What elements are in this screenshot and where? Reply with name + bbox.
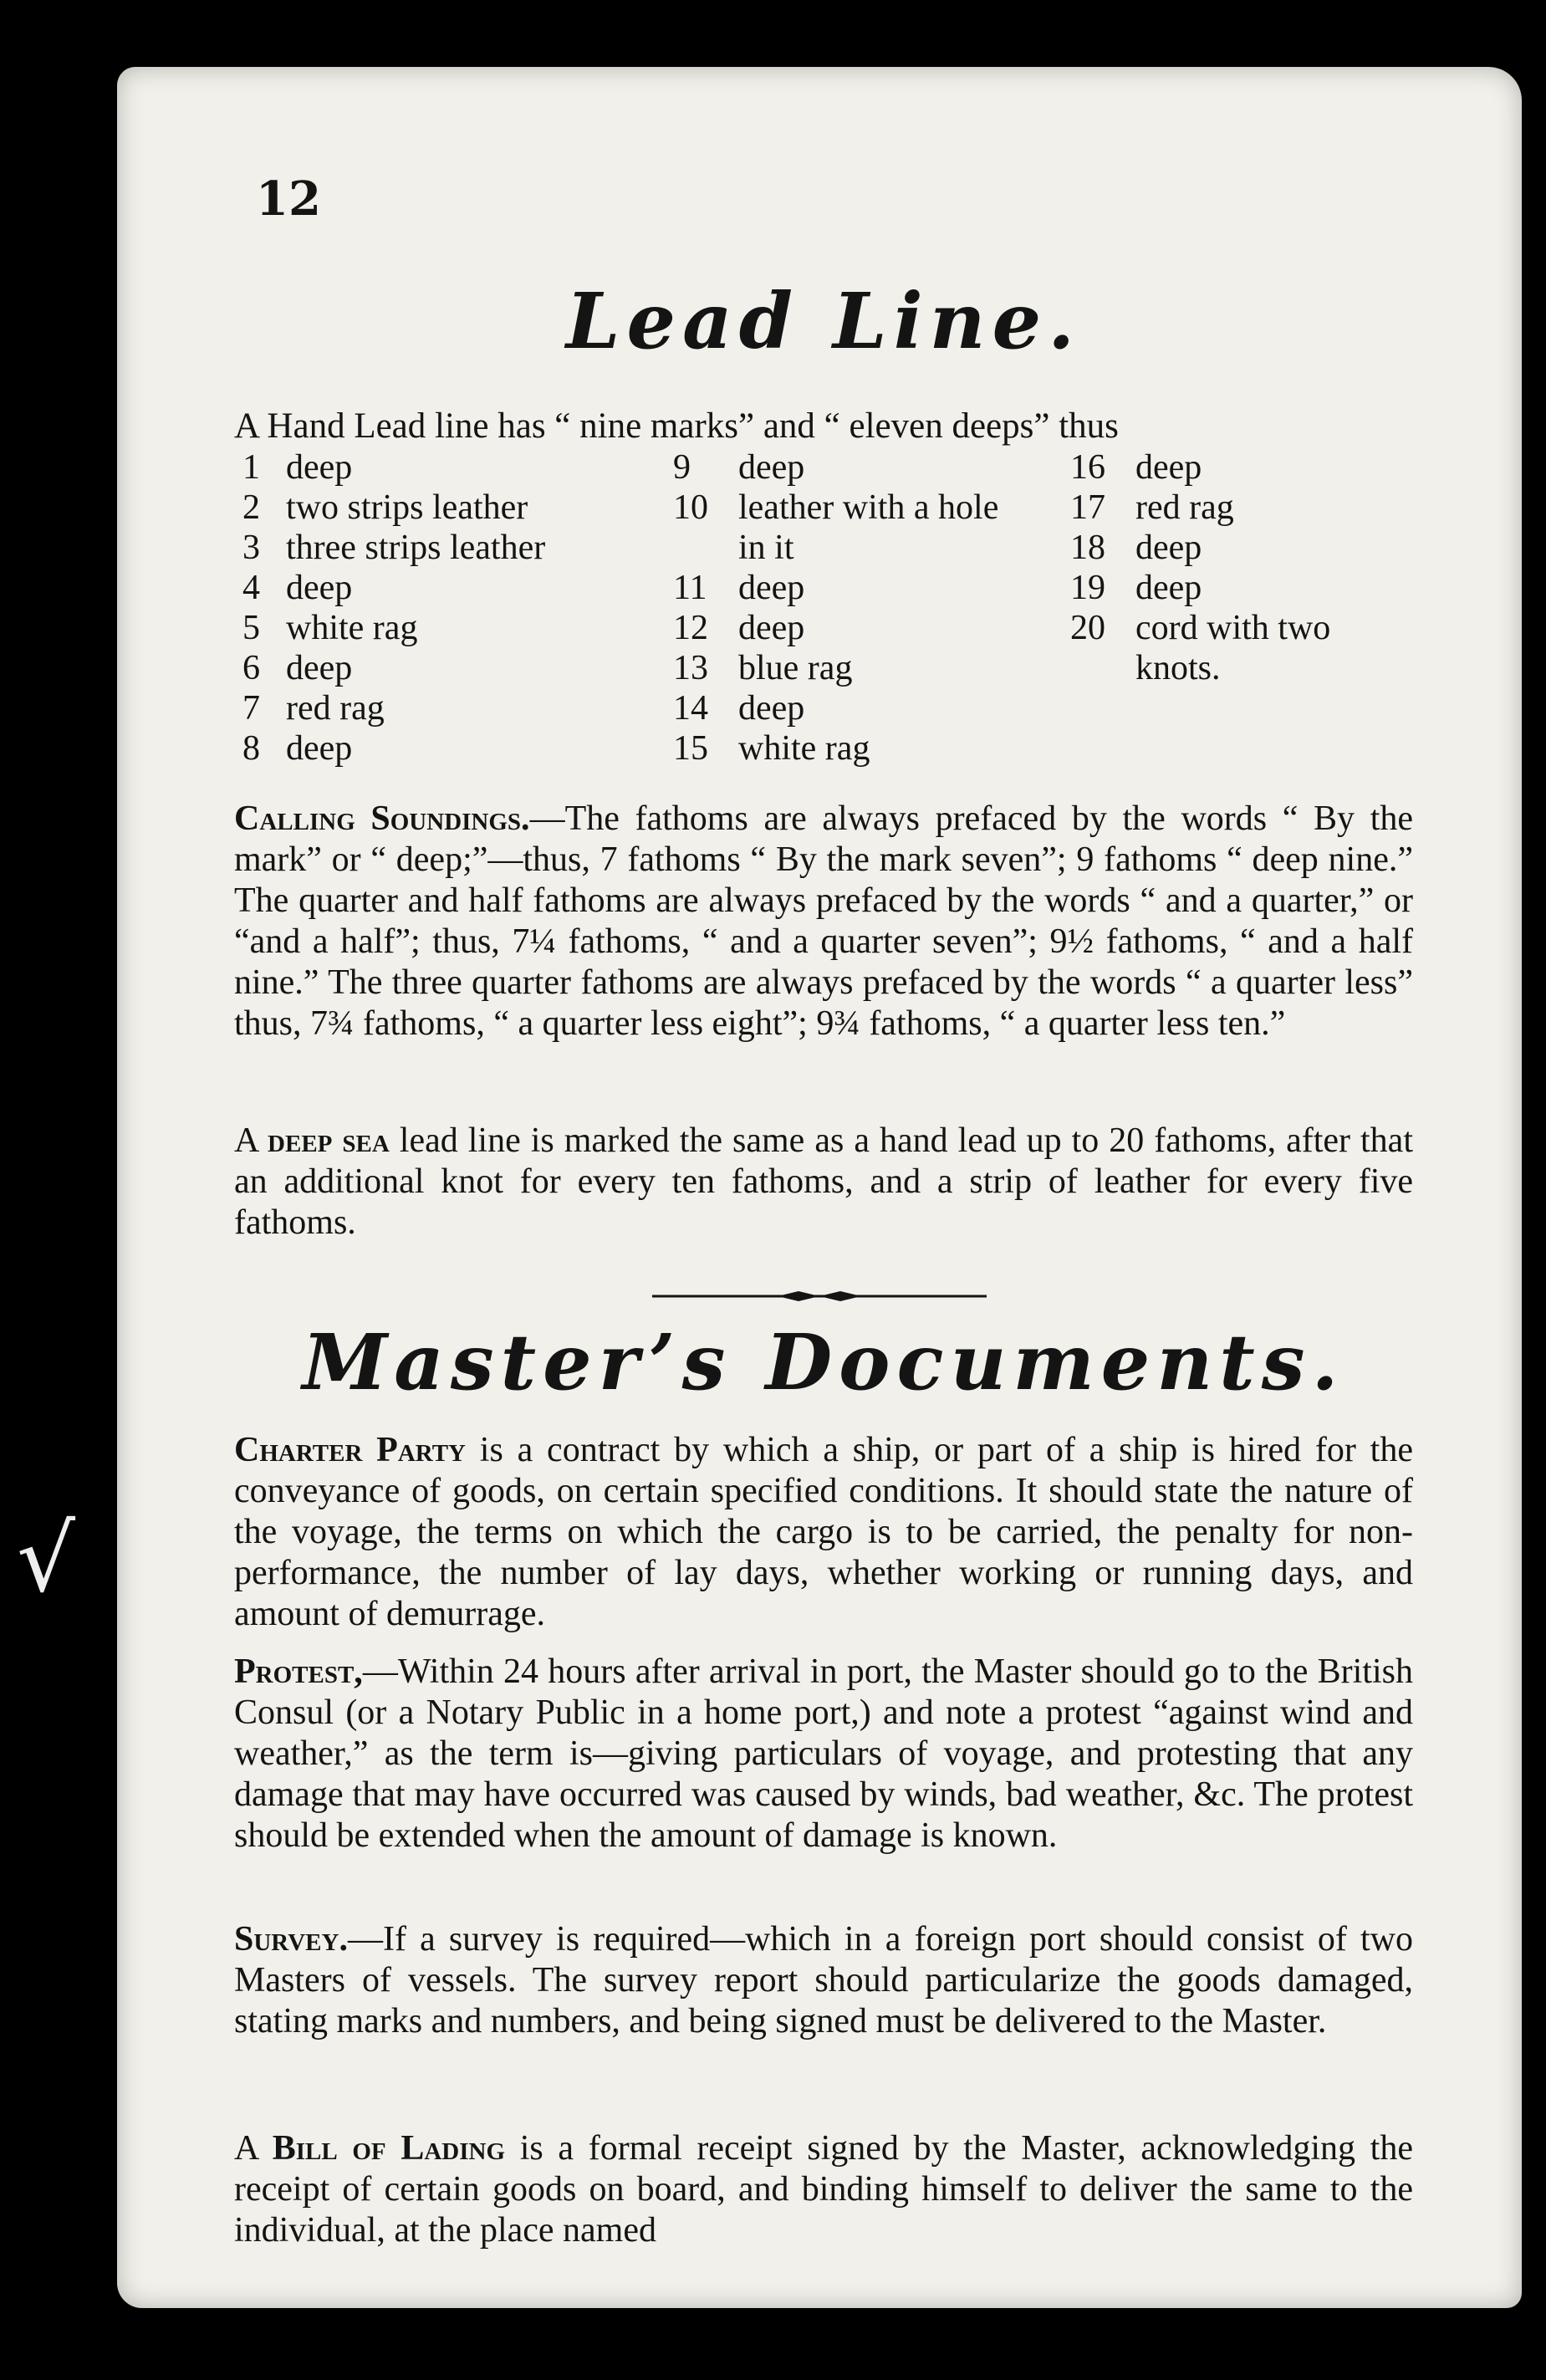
deep-sea-text: lead line is marked the same as a hand lead up to 20 fathoms, after that an additional knot for every ten fathoms, and a strip of leather for every five fathoms. — [234, 1121, 1413, 1242]
book-page — [117, 67, 1522, 2308]
lead-mark-row — [242, 568, 644, 608]
lead-mark-number: 5 — [242, 609, 260, 647]
checkmark-annotation: √ — [17, 1505, 76, 1612]
lead-mark-number: 15 — [673, 729, 708, 768]
page-number: 12 — [256, 171, 321, 227]
section-divider — [652, 1288, 987, 1305]
bill-of-lading-text: is a formal receipt signed by the Master, acknowledging the receipt of certain goods on board, and binding himself to deliver the same to the individual, at the place named — [234, 2129, 1413, 2250]
survey-text: —If a survey is required—which in a foreign port should consist of two Masters of vessels. The survey report should particularize the goods damaged, stating marks and numbers, and being signed must be delivered to the Master. — [234, 1920, 1413, 2040]
lead-mark-description: cord with two knots. — [1135, 609, 1331, 687]
lead-mark-row — [1070, 488, 1421, 528]
lead-mark-row — [673, 488, 1008, 568]
lead-mark-description: red rag — [1135, 488, 1234, 527]
calling-soundings-text: —The fathoms are always prefaced by the words “ By the mark” or “ deep;”—thus, 7 fathoms “ By the mark seven”; 9 fathoms “ deep nine.” The quarter and half fathoms are always prefaced by the words “ and a quarter,” or “and a half”; thus, 7¼ fathoms, “ and a quarter seven”; 9½ fathoms, “ and a half nine.” The three quarter fathoms are always prefaced by the words “ a quarter less” thus, 7¾ fathoms, “ a quarter less eight”; 9¾ fathoms, “ a quarter less ten.” — [234, 799, 1414, 1043]
survey-paragraph — [234, 1919, 1413, 2042]
lead-line-intro: A Hand Lead line has “ nine marks” and “ eleven deeps” thus — [234, 406, 1119, 446]
lead-mark-row — [242, 447, 644, 488]
marks-column-1 — [242, 447, 644, 769]
lead-mark-number: 7 — [242, 689, 260, 728]
lead-mark-number: 11 — [673, 569, 707, 607]
lead-mark-number: 14 — [673, 689, 708, 728]
marks-column-3 — [1070, 447, 1421, 688]
lead-mark-number: 8 — [242, 729, 260, 768]
lead-mark-row — [1070, 608, 1421, 688]
lead-mark-row — [242, 728, 644, 769]
lead-mark-number: 10 — [673, 488, 708, 527]
lead-mark-number: 2 — [242, 488, 260, 527]
lead-mark-number: 13 — [673, 649, 708, 687]
bill-of-lading-lead: Bill of Lading — [272, 2129, 506, 2168]
protest-lead: Protest, — [234, 1652, 363, 1691]
lead-mark-row — [242, 528, 644, 568]
marks-column-2 — [673, 447, 1008, 769]
heading-lead-line: Lead Line. — [565, 276, 1082, 366]
deep-sea-lead: deep sea — [268, 1121, 390, 1160]
lead-mark-row — [242, 488, 644, 528]
lead-mark-row — [673, 648, 1008, 688]
lead-mark-number: 20 — [1070, 609, 1105, 647]
lead-mark-description: deep — [1135, 448, 1202, 487]
lead-mark-row — [242, 608, 644, 648]
lead-mark-number: 19 — [1070, 569, 1105, 607]
lead-mark-description: leather with a hole in it — [738, 488, 999, 567]
lead-mark-description: white rag — [286, 609, 418, 647]
survey-lead: Survey. — [234, 1920, 348, 1959]
charter-party-text: is a contract by which a ship, or part of a ship is hired for the conveyance of goods, on certain specified conditions. It should state the nature of the voyage, the terms on which the cargo is to be carried, the penalty for non-performance, the number of lay days, whether working or running days, and amount of demurrage. — [234, 1431, 1413, 1633]
bill-of-lading-prefix: A — [234, 2129, 273, 2168]
lead-mark-description: deep — [286, 649, 353, 687]
lead-mark-number: 16 — [1070, 448, 1105, 487]
protest-paragraph — [234, 1652, 1413, 1857]
lead-mark-number: 3 — [242, 529, 260, 567]
calling-soundings-lead: Calling Soundings. — [234, 799, 530, 838]
lead-mark-number: 12 — [673, 609, 708, 647]
lead-mark-description: deep — [738, 609, 805, 647]
lead-mark-number: 1 — [242, 448, 260, 487]
lead-mark-number: 17 — [1070, 488, 1105, 527]
lead-mark-row — [242, 648, 644, 688]
protest-text: —Within 24 hours after arrival in port, the Master should go to the British Consul (or a Notary Public in a home port,) and note a protest “against wind and weather,” as the term is—giving particulars of voyage, and protesting that any damage that may have occurred was caused by winds, bad weather, &c. The protest should be extended when the amount of damage is known. — [234, 1652, 1413, 1855]
deep-sea-prefix: A — [234, 1121, 268, 1160]
lead-mark-description: deep — [738, 569, 805, 607]
lead-mark-description: two strips leather — [286, 488, 528, 527]
lead-mark-row — [1070, 447, 1421, 488]
lead-mark-row — [242, 688, 644, 728]
lead-mark-description: deep — [738, 689, 805, 728]
charter-party-lead: Charter Party — [234, 1431, 466, 1469]
lead-mark-row — [673, 608, 1008, 648]
lead-mark-number: 18 — [1070, 529, 1105, 567]
lead-mark-description: deep — [286, 569, 353, 607]
calling-soundings-paragraph — [234, 799, 1413, 1044]
lead-mark-row — [673, 688, 1008, 728]
lead-mark-row — [1070, 528, 1421, 568]
lead-mark-description: red rag — [286, 689, 385, 728]
charter-party-paragraph — [234, 1430, 1413, 1635]
deep-sea-paragraph — [234, 1121, 1413, 1244]
lead-mark-description: deep — [286, 729, 353, 768]
lead-mark-row — [673, 447, 1008, 488]
lead-mark-number: 9 — [673, 448, 691, 487]
lead-mark-description: deep — [1135, 569, 1202, 607]
lead-mark-description: deep — [1135, 529, 1202, 567]
lead-mark-row — [673, 568, 1008, 608]
lead-mark-description: white rag — [738, 729, 870, 768]
lead-mark-description: deep — [738, 448, 805, 487]
lead-mark-description: three strips leather — [286, 529, 546, 567]
heading-masters-documents: Master’s Documents. — [302, 1317, 1345, 1407]
lead-mark-number: 4 — [242, 569, 260, 607]
lead-mark-row — [1070, 568, 1421, 608]
lead-mark-description: blue rag — [738, 649, 853, 687]
bill-of-lading-paragraph — [234, 2128, 1413, 2251]
lead-mark-number: 6 — [242, 649, 260, 687]
lead-mark-description: deep — [286, 448, 353, 487]
lead-mark-row — [673, 728, 1008, 769]
